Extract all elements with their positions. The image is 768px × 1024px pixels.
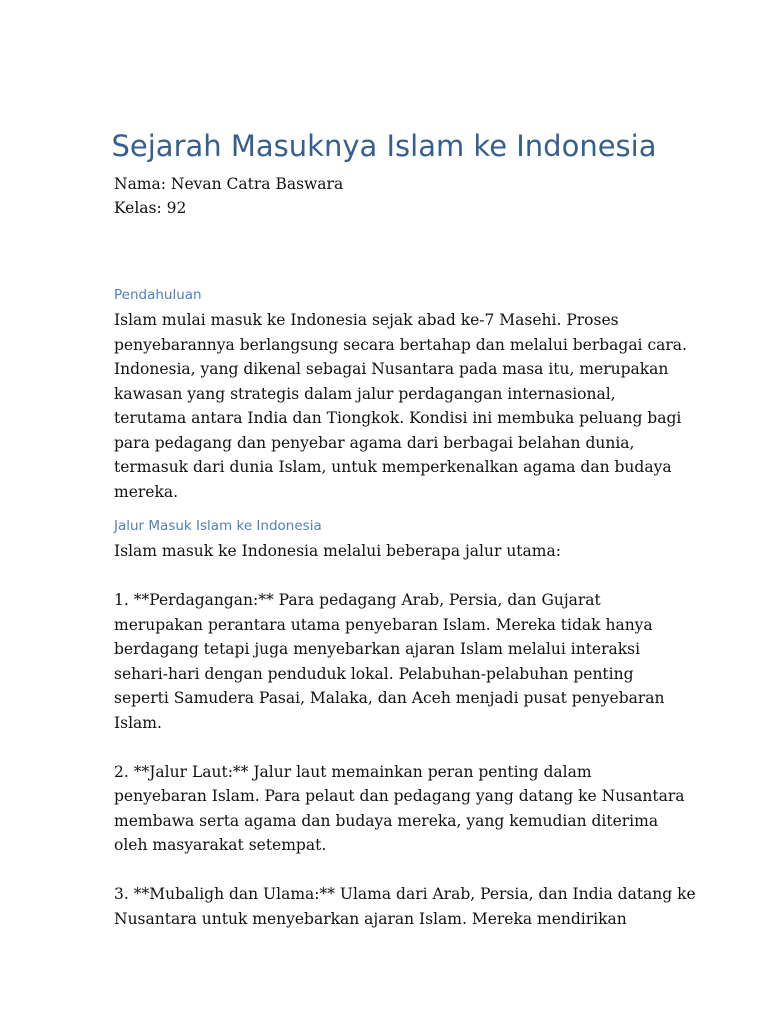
list-item-line: penyebaran Islam. Para pelaut dan pedagang yang datang ke Nusantara	[114, 787, 685, 805]
list-item-line: merupakan perantara utama penyebaran Islam. Mereka tidak hanya	[114, 615, 653, 634]
section-heading-jalur-masuk: Jalur Masuk Islam ke Indonesia	[114, 518, 322, 534]
list-item-line: Nusantara untuk menyebarkan ajaran Islam. Mereka mendirikan	[114, 909, 627, 928]
list-item-line: sehari-hari dengan penduduk lokal. Pelabuhan-pelabuhan penting	[114, 664, 634, 683]
list-item-line: seperti Samudera Pasai, Malaka, dan Aceh menjadi pusat penyebaran	[114, 689, 665, 707]
paragraph-line: Indonesia, yang dikenal sebagai Nusantara pada masa itu, merupakan	[114, 360, 669, 378]
list-item-line: Islam.	[114, 713, 162, 732]
paragraph-line: Islam mulai masuk ke Indonesia sejak abad ke-7 Masehi. Proses	[114, 311, 619, 329]
paragraph-line: mereka.	[114, 482, 179, 501]
paragraph-line: terutama antara India dan Tiongkok. Kondisi ini membuka peluang bagi	[114, 409, 682, 427]
list-item-line: 1. **Perdagangan:** Para pedagang Arab, Persia, dan Gujarat	[114, 591, 601, 609]
list-item-line: berdagang tetapi juga menyebarkan ajaran Islam melalui interaksi	[114, 640, 641, 658]
paragraph-line: Islam masuk ke Indonesia melalui beberapa jalur utama:	[114, 542, 561, 560]
list-item-line: 2. **Jalur Laut:** Jalur laut memainkan peran penting dalam	[114, 762, 592, 781]
list-item-line: 3. **Mubaligh dan Ulama:** Ulama dari Arab, Persia, dan India datang ke	[114, 885, 696, 903]
paragraph-line: termasuk dari dunia Islam, untuk memperkenalkan agama dan budaya	[114, 458, 672, 476]
document-title: Sejarah Masuknya Islam ke Indonesia	[111, 129, 657, 163]
student-name: Nama: Nevan Catra Baswara	[114, 175, 344, 193]
paragraph-line: penyebarannya berlangsung secara bertahap dan melalui berbagai cara.	[114, 335, 687, 354]
list-item-line: oleh masyarakat setempat.	[114, 836, 327, 854]
student-class: Kelas: 92	[114, 199, 187, 217]
paragraph-line: kawasan yang strategis dalam jalur perdagangan internasional,	[114, 384, 616, 403]
paragraph-line: para pedagang dan penyebar agama dari berbagai belahan dunia,	[114, 433, 635, 452]
section-heading-pendahuluan: Pendahuluan	[114, 287, 202, 303]
list-item-line: membawa serta agama dan budaya mereka, yang kemudian diterima	[114, 811, 659, 830]
